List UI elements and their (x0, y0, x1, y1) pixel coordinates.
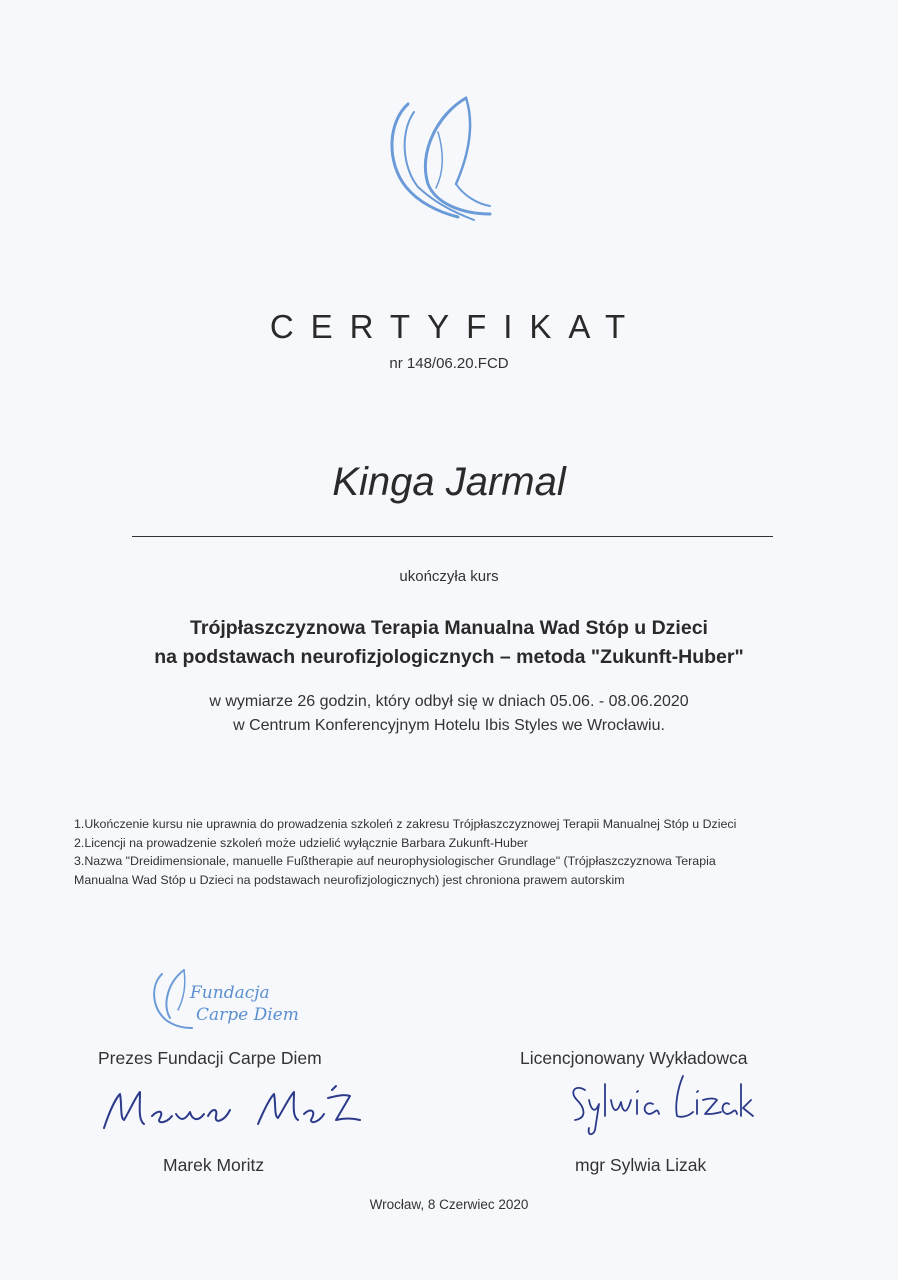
right-signatory-title: Licencjonowany Wykładowca (520, 1048, 748, 1068)
place-and-date: Wrocław, 8 Czerwiec 2020 (369, 1197, 529, 1212)
certificate-title: CERTYFIKAT (269, 308, 643, 345)
course-details-line2: w Centrum Konferencyjnym Hotelu Ibis Styles we Wrocławiu. (233, 717, 665, 734)
name-underline (132, 536, 773, 537)
course-details-line1: w wymiarze 26 godzin, który odbył się w dniach 05.06. - 08.06.2020 (209, 693, 689, 710)
notes-block (74, 815, 834, 889)
left-signatory-title: Prezes Fundacji Carpe Diem (98, 1048, 322, 1068)
note-line: Manualna Wad Stóp u Dzieci na podstawach neurofizjologicznych) jest chroniona prawem autorskim (74, 872, 625, 887)
left-signatory-name: Marek Moritz (163, 1155, 265, 1175)
right-signatory-name: mgr Sylwia Lizak (575, 1155, 707, 1175)
left-handwritten-signature (100, 1080, 370, 1140)
certificate-number: nr 148/06.20.FCD (389, 355, 509, 372)
course-details (0, 690, 898, 738)
course-title-line1: Trójpłaszczyznowa Terapia Manualna Wad Stóp u Dzieci (190, 617, 708, 639)
note-line: 2.Licencji na prowadzenie szkoleń może udzielić wyłącznie Barbara Zukunft-Huber (74, 835, 528, 850)
foundation-logo-line2: Carpe Diem (196, 1005, 299, 1025)
note-line: 1.Ukończenie kursu nie uprawnia do prowadzenia szkoleń z zakresu Trójpłaszczyznowej Terapii Manualnej Stóp u Dzieci (74, 817, 737, 831)
right-handwritten-signature (565, 1070, 755, 1140)
note-line: 3.Nazwa "Dreidimensionale, manuelle Fußtherapie auf neurophysiologischer Grundlage" (Trójpłaszczyznowa Terapia (74, 854, 716, 868)
course-title-line2: na podstawach neurofizjologicznych – metoda "Zukunft-Huber" (154, 646, 744, 668)
butterfly-logo-icon (378, 92, 508, 232)
foundation-logo-line1: Fundacja (190, 983, 270, 1003)
foundation-butterfly-logo-icon (148, 968, 308, 1032)
recipient-name: Kinga Jarmal (332, 460, 566, 504)
completed-label: ukończyła kurs (399, 568, 499, 585)
course-title (0, 614, 898, 672)
